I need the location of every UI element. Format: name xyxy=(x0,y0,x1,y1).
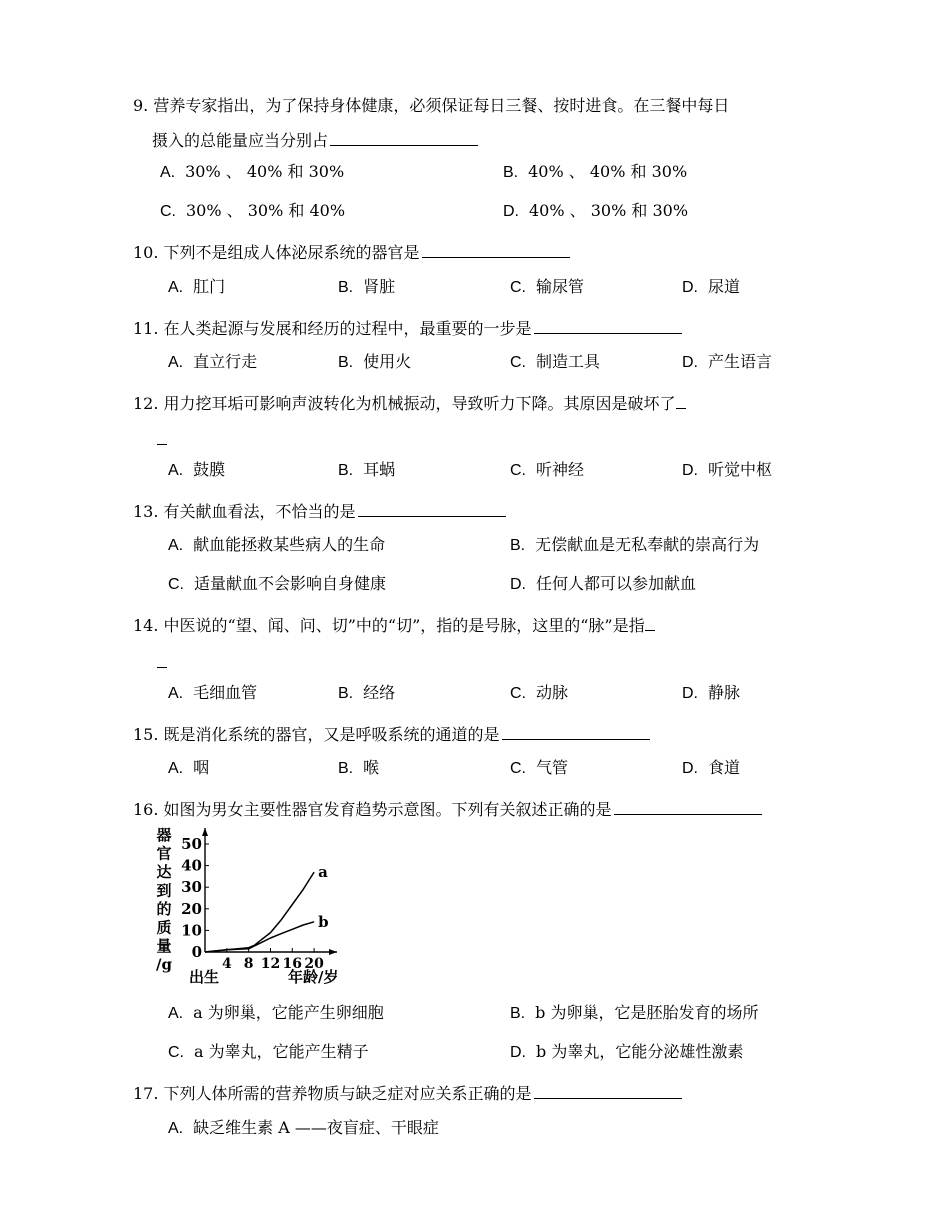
question-11 xyxy=(133,318,682,339)
q10-option-c[interactable] xyxy=(510,277,584,298)
series-label-a: a xyxy=(318,863,328,882)
option-text: 任何人都可以参加献血 xyxy=(536,574,697,593)
option-text: 鼓膜 xyxy=(193,460,226,479)
q11-option-d[interactable] xyxy=(682,352,772,373)
option-text: 毛细血管 xyxy=(193,683,258,702)
option-label: A. xyxy=(160,164,176,181)
q15-option-b[interactable] xyxy=(338,758,379,779)
option-label: B. xyxy=(338,685,354,702)
option-text: 30% 、 40% 和 30% xyxy=(185,162,345,181)
option-text: 耳蜗 xyxy=(363,460,396,479)
option-label: C. xyxy=(510,685,526,702)
question-12-stem: 12. 用力挖耳垢可影响声波转化为机械振动，导致听力下降。其原因是破坏了 xyxy=(133,394,676,413)
option-label: D. xyxy=(510,1044,526,1061)
option-text: b 为睾丸，它能分泌雄性激素 xyxy=(536,1042,744,1061)
q9-option-b[interactable] xyxy=(503,162,687,183)
y-axis-label-char: 官 xyxy=(156,844,172,863)
x-tick-label: 20 xyxy=(304,956,324,972)
option-text: 听神经 xyxy=(536,460,585,479)
option-label: A. xyxy=(168,1005,184,1022)
q16-option-d[interactable] xyxy=(510,1042,743,1063)
option-label: D. xyxy=(503,203,519,220)
option-label: A. xyxy=(168,685,184,702)
q10-option-b[interactable] xyxy=(338,277,395,298)
option-label: C. xyxy=(160,203,176,220)
option-text: 使用火 xyxy=(363,352,412,371)
organ-development-chart xyxy=(150,826,370,991)
q10-option-d[interactable] xyxy=(682,277,740,298)
option-text: 气管 xyxy=(536,758,569,777)
answer-blank-part2[interactable] xyxy=(157,652,167,668)
option-label: D. xyxy=(682,462,698,479)
q16-option-b[interactable] xyxy=(510,1003,758,1024)
option-text: 喉 xyxy=(363,758,380,777)
y-axis-label-char: 达 xyxy=(156,863,172,881)
option-label: A. xyxy=(168,760,184,777)
question-17 xyxy=(133,1083,682,1104)
q13-option-b[interactable] xyxy=(510,535,759,556)
x-tick-label: 16 xyxy=(282,956,303,972)
question-9-stem-line1: 9. 营养专家指出，为了保持身体健康，必须保证每日三餐、按时进食。在三餐中每日 xyxy=(133,96,730,115)
option-text: 40% 、 30% 和 30% xyxy=(529,201,689,220)
option-label: C. xyxy=(510,354,526,371)
option-text: 经络 xyxy=(363,683,396,702)
question-12-line2 xyxy=(157,429,167,450)
q16-option-c[interactable] xyxy=(168,1042,369,1063)
option-label: A. xyxy=(168,462,184,479)
option-text: 肛门 xyxy=(193,277,226,296)
q12-option-b[interactable] xyxy=(338,460,395,481)
question-13-stem: 13. 有关献血看法，不恰当的是 xyxy=(133,502,356,521)
q17-option-a[interactable] xyxy=(168,1118,439,1139)
q14-option-a[interactable] xyxy=(168,683,257,704)
y-tick-label: 10 xyxy=(181,921,202,940)
q13-option-c[interactable] xyxy=(168,574,386,595)
q9-option-c[interactable] xyxy=(160,201,345,222)
option-text: 肾脏 xyxy=(363,277,396,296)
q11-option-a[interactable] xyxy=(168,352,257,373)
q15-option-d[interactable] xyxy=(682,758,740,779)
answer-blank[interactable] xyxy=(358,501,506,517)
y-tick-label: 0 xyxy=(191,943,202,961)
option-label: D. xyxy=(510,576,526,593)
answer-blank[interactable] xyxy=(330,130,478,146)
question-15 xyxy=(133,724,650,745)
series-line-a xyxy=(205,872,314,952)
series-label-b: b xyxy=(318,912,329,931)
question-9-stem-line2: 摄入的总能量应当分别占 xyxy=(152,131,329,150)
x-axis-arrow xyxy=(329,949,337,955)
option-text: 献血能拯救某些病人的生命 xyxy=(193,535,386,554)
question-11-stem: 11. 在人类起源与发展和经历的过程中，最重要的一步是 xyxy=(133,319,532,338)
q15-option-a[interactable] xyxy=(168,758,209,779)
answer-blank[interactable] xyxy=(534,318,682,334)
answer-blank[interactable] xyxy=(534,1083,682,1099)
option-text: 30% 、 30% 和 40% xyxy=(186,201,346,220)
q11-option-b[interactable] xyxy=(338,352,411,373)
y-axis-label-char: 质 xyxy=(156,918,172,937)
question-16-stem: 16. 如图为男女主要性器官发育趋势示意图。下列有关叙述正确的是 xyxy=(133,800,612,819)
y-axis-label-char: /g xyxy=(156,955,172,974)
q12-option-c[interactable] xyxy=(510,460,584,481)
y-tick-label: 30 xyxy=(181,878,202,897)
option-label: A. xyxy=(168,1120,184,1137)
option-text: 输尿管 xyxy=(536,277,585,296)
option-text: 适量献血不会影响自身健康 xyxy=(194,574,387,593)
option-label: D. xyxy=(682,354,698,371)
x-tick-label: 8 xyxy=(243,956,254,972)
question-9-line2 xyxy=(152,130,478,151)
q9-option-a[interactable] xyxy=(160,162,344,183)
option-text: 静脉 xyxy=(708,683,741,702)
y-tick-label: 50 xyxy=(181,835,202,853)
option-label: A. xyxy=(168,354,184,371)
x-tick-label: 12 xyxy=(260,956,281,972)
question-9 xyxy=(133,96,729,116)
option-text: 听觉中枢 xyxy=(708,460,773,479)
option-label: C. xyxy=(168,1044,184,1061)
q9-option-d[interactable] xyxy=(503,201,688,222)
question-13 xyxy=(133,501,506,522)
y-tick-label: 40 xyxy=(181,856,202,875)
answer-blank[interactable] xyxy=(422,242,570,258)
option-label: C. xyxy=(510,279,526,296)
answer-blank[interactable] xyxy=(502,724,650,740)
option-label: B. xyxy=(503,164,519,181)
option-label: A. xyxy=(168,279,184,296)
y-axis-label-char: 的 xyxy=(156,900,172,918)
x-tick-label: 4 xyxy=(221,956,232,972)
question-10 xyxy=(133,242,570,263)
option-text: 制造工具 xyxy=(536,352,601,371)
answer-blank-part2[interactable] xyxy=(157,429,167,445)
y-axis-arrow xyxy=(202,828,208,836)
q16-option-a[interactable] xyxy=(168,1003,384,1024)
option-text: a 为卵巢，它能产生卵细胞 xyxy=(193,1003,384,1022)
option-label: A. xyxy=(168,537,184,554)
question-17-stem: 17. 下列人体所需的营养物质与缺乏症对应关系正确的是 xyxy=(133,1084,532,1103)
option-label: B. xyxy=(510,537,526,554)
q14-option-d[interactable] xyxy=(682,683,740,704)
x-axis-label: 年龄/岁 xyxy=(288,968,339,986)
option-label: B. xyxy=(338,462,354,479)
option-text: 40% 、 40% 和 30% xyxy=(528,162,688,181)
option-label: D. xyxy=(682,279,698,296)
option-text: 无偿献血是无私奉献的崇高行为 xyxy=(535,535,760,554)
option-label: C. xyxy=(510,760,526,777)
q14-option-b[interactable] xyxy=(338,683,395,704)
question-12 xyxy=(133,393,686,414)
option-label: C. xyxy=(168,576,184,593)
question-14 xyxy=(133,615,655,636)
y-axis-label-char: 到 xyxy=(156,881,172,900)
option-text: 食道 xyxy=(708,758,741,777)
option-label: C. xyxy=(510,462,526,479)
option-label: B. xyxy=(510,1005,526,1022)
question-16 xyxy=(133,799,762,820)
option-text: a 为睾丸，它能产生精子 xyxy=(194,1042,369,1061)
option-text: 产生语言 xyxy=(708,352,773,371)
option-label: B. xyxy=(338,279,354,296)
q12-option-a[interactable] xyxy=(168,460,225,481)
y-axis-label-char: 器 xyxy=(156,826,172,844)
option-label: B. xyxy=(338,760,354,777)
option-label: B. xyxy=(338,354,354,371)
q13-option-a[interactable] xyxy=(168,535,385,556)
x-origin-label: 出生 xyxy=(189,968,220,986)
question-10-stem: 10. 下列不是组成人体泌尿系统的器官是 xyxy=(133,243,420,262)
series-line-b xyxy=(205,922,314,952)
q11-option-c[interactable] xyxy=(510,352,600,373)
q13-option-d[interactable] xyxy=(510,574,696,595)
y-tick-label: 20 xyxy=(181,899,202,918)
q15-option-c[interactable] xyxy=(510,758,568,779)
answer-blank-part1[interactable] xyxy=(676,393,686,409)
question-14-line2 xyxy=(157,652,167,673)
option-label: D. xyxy=(682,760,698,777)
option-text: 缺乏维生素 A ——夜盲症、干眼症 xyxy=(193,1118,439,1137)
question-15-stem: 15. 既是消化系统的器官，又是呼吸系统的通道的是 xyxy=(133,725,500,744)
answer-blank[interactable] xyxy=(614,799,762,815)
q12-option-d[interactable] xyxy=(682,460,772,481)
option-text: 直立行走 xyxy=(193,352,258,371)
option-text: 尿道 xyxy=(708,277,741,296)
option-text: 动脉 xyxy=(536,683,569,702)
option-label: D. xyxy=(682,685,698,702)
q10-option-a[interactable] xyxy=(168,277,225,298)
option-text: 咽 xyxy=(193,758,210,777)
question-14-stem: 14. 中医说的“望、闻、问、切”中的“切”，指的是号脉，这里的“脉”是指 xyxy=(133,616,645,635)
option-text: b 为卵巢，它是胚胎发育的场所 xyxy=(535,1003,759,1022)
y-axis-label-char: 量 xyxy=(156,937,172,955)
answer-blank-part1[interactable] xyxy=(645,615,655,631)
q14-option-c[interactable] xyxy=(510,683,568,704)
